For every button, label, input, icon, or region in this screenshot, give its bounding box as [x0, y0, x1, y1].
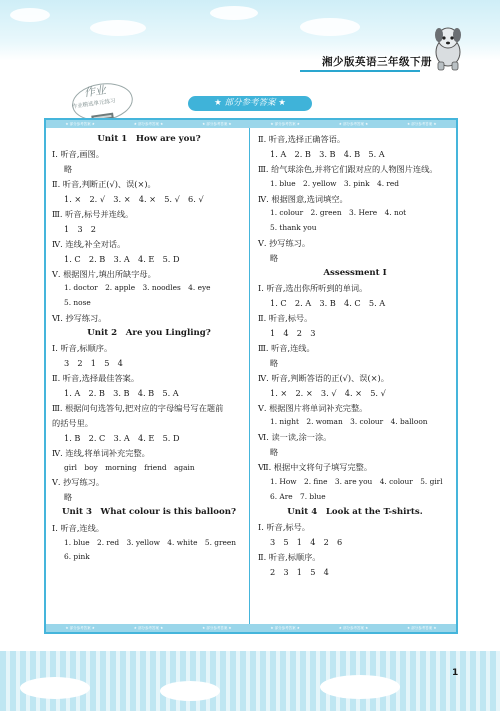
title-underline — [300, 70, 420, 72]
book-title: 湘少版英语三年级下册 — [322, 56, 432, 68]
left-answer-column — [52, 134, 246, 567]
right-answer-line: 2 3 1 5 4 — [270, 566, 329, 577]
bottom-decorative-band — [0, 651, 500, 711]
right-section-heading: Unit 4 Look at the T-shirts. — [287, 506, 423, 517]
left-answer-line: Ⅵ. 抄写练习。 — [52, 313, 107, 324]
right-answer-line: 1 4 2 3 — [270, 328, 316, 339]
right-answer-line: Ⅳ. 听音,判断答语的正(√)、误(×)。 — [258, 372, 389, 383]
band-label: ★ 部分参考答案 ★ — [133, 121, 164, 126]
left-answer-line: 1. B 2. C 3. A 4. E 5. D — [64, 432, 180, 443]
left-answer-line: 略 — [64, 492, 73, 503]
band-label: ★ 部分参考答案 ★ — [202, 121, 232, 126]
left-answer-line: Ⅰ. 听音,画图。 — [52, 149, 104, 160]
left-answer-line: 1 3 2 — [64, 223, 97, 234]
right-section-heading: Assessment Ⅰ — [323, 268, 387, 279]
left-section-heading: Unit 3 What colour is this balloon? — [62, 507, 236, 518]
right-answer-line: 1. night 2. woman 3. colour 4. balloon — [270, 417, 428, 427]
right-answer-line: 1. How 2. fine 3. are you 4. colour 5. girl — [270, 476, 443, 486]
right-answer-line: 1. colour 2. green 3. Here 4. not — [270, 208, 407, 218]
frame-top-band — [46, 120, 456, 128]
right-answer-line: Ⅵ. 读一读,涂一涂。 — [258, 432, 332, 443]
band-label: ★ 部分参考答案 ★ — [65, 625, 95, 630]
left-answer-line: Ⅰ. 听音,标顺序。 — [52, 343, 113, 354]
right-answer-line: Ⅱ. 听音,标顺序。 — [258, 551, 321, 562]
left-answer-line: Ⅳ. 连线,将单词补充完整。 — [52, 447, 150, 458]
right-answer-line: 1. × 2. × 3. √ 4. × 5. √ — [270, 387, 386, 398]
band-label: ★ 部分参考答案 ★ — [270, 625, 300, 630]
cloud-decoration — [210, 6, 258, 20]
left-section-heading: Unit 1 How are you? — [97, 134, 201, 144]
right-answer-column — [258, 134, 452, 582]
left-answer-line: Ⅳ. 连线,补全对话。 — [52, 238, 126, 249]
left-answer-line: Ⅲ. 听音,标号并连线。 — [52, 208, 134, 219]
right-answer-line: Ⅳ. 根据图意,选词填空。 — [258, 193, 348, 204]
right-answer-line: Ⅲ. 给气球涂色,并将它们跟对应的人物图片连线。 — [258, 163, 438, 174]
left-answer-line: 1. doctor 2. apple 3. noodles 4. eye — [64, 283, 211, 293]
left-section-heading: Unit 2 Are you Lingling? — [87, 328, 211, 339]
band-label: ★ 部分参考答案 ★ — [65, 121, 95, 126]
cloud-decoration — [300, 18, 360, 36]
left-answer-line: 5. nose — [64, 298, 91, 308]
column-divider — [249, 128, 250, 624]
right-answer-line: Ⅶ. 根据中文将句子填写完整。 — [258, 462, 373, 473]
right-answer-line: 3 5 1 4 2 6 — [270, 537, 343, 548]
left-answer-line: Ⅰ. 听音,连线。 — [52, 522, 104, 533]
cloud-decoration — [160, 681, 220, 701]
left-answer-line: 1. C 2. B 3. A 4. E 5. D — [64, 253, 180, 264]
left-answer-line: 6. pink — [64, 552, 90, 562]
left-answer-line: 略 — [64, 164, 73, 175]
left-answer-line: girl boy morning friend again — [64, 462, 195, 472]
right-answer-line: Ⅲ. 听音,连线。 — [258, 342, 315, 353]
left-answer-line: Ⅲ. 根据问句选答句,把对应的字母编号写在题前 — [52, 403, 224, 414]
mascot-dog-icon — [428, 22, 468, 72]
left-answer-line: Ⅱ. 听音,判断正(√)、误(×)。 — [52, 179, 156, 190]
frame-bottom-band — [46, 624, 456, 632]
band-label: ★ 部分参考答案 ★ — [270, 121, 300, 126]
page-number: 1 — [452, 668, 459, 678]
cloud-decoration — [90, 20, 146, 36]
right-answer-line: 1. A 2. B 3. B 4. B 5. A — [270, 148, 385, 159]
right-answer-line: 5. thank you — [270, 223, 317, 233]
right-answer-line: Ⅴ. 根据图片将单词补充完整。 — [258, 402, 368, 413]
section-banner: ★ 部分参考答案 ★ — [188, 96, 312, 111]
band-label: ★ 部分参考答案 ★ — [407, 625, 437, 630]
right-answer-line: Ⅱ. 听音,选择正确答语。 — [258, 134, 346, 144]
right-answer-line: Ⅴ. 抄写练习。 — [258, 238, 311, 249]
cloud-decoration — [20, 677, 90, 699]
cloud-decoration — [10, 8, 50, 22]
right-answer-line: 略 — [270, 253, 279, 264]
right-answer-line: 1. C 2. A 3. B 4. C 5. A — [270, 298, 386, 309]
answer-key-frame — [44, 118, 458, 634]
band-label: ★ 部分参考答案 ★ — [407, 121, 437, 126]
right-answer-line: Ⅱ. 听音,标号。 — [258, 313, 313, 324]
right-answer-line: Ⅰ. 听音,选出你所听到的单词。 — [258, 283, 368, 294]
left-answer-line: 的括号里。 — [52, 417, 93, 428]
left-answer-line: 1. × 2. √ 3. × 4. × 5. √ 6. √ — [64, 194, 204, 205]
band-label: ★ 部分参考答案 ★ — [338, 625, 369, 630]
left-answer-line: Ⅴ. 根据图片,填出所缺字母。 — [52, 268, 156, 279]
band-label: ★ 部分参考答案 ★ — [338, 121, 369, 126]
left-answer-line: Ⅴ. 抄写练习。 — [52, 477, 105, 488]
right-answer-line: 略 — [270, 447, 279, 458]
right-answer-line: 1. blue 2. yellow 3. pink 4. red — [270, 178, 400, 188]
right-answer-line: Ⅰ. 听音,标号。 — [258, 522, 310, 533]
left-answer-line: 1. A 2. B 3. B 4. B 5. A — [64, 388, 179, 399]
left-answer-line: 1. blue 2. red 3. yellow 4. white 5. green — [64, 537, 237, 547]
left-answer-line: 3 2 1 5 4 — [64, 358, 123, 369]
left-answer-line: Ⅱ. 听音,选择最佳答案。 — [52, 373, 140, 384]
stamp-subtitle: 作业精选单元练习 — [71, 98, 116, 111]
band-label: ★ 部分参考答案 ★ — [202, 625, 232, 630]
right-answer-line: 6. Are 7. blue — [270, 491, 326, 501]
band-label: ★ 部分参考答案 ★ — [133, 625, 164, 630]
right-answer-line: 略 — [270, 357, 279, 368]
stamp-title: 作业 — [83, 83, 107, 100]
top-decorative-band — [0, 0, 500, 60]
cloud-decoration — [320, 675, 400, 699]
